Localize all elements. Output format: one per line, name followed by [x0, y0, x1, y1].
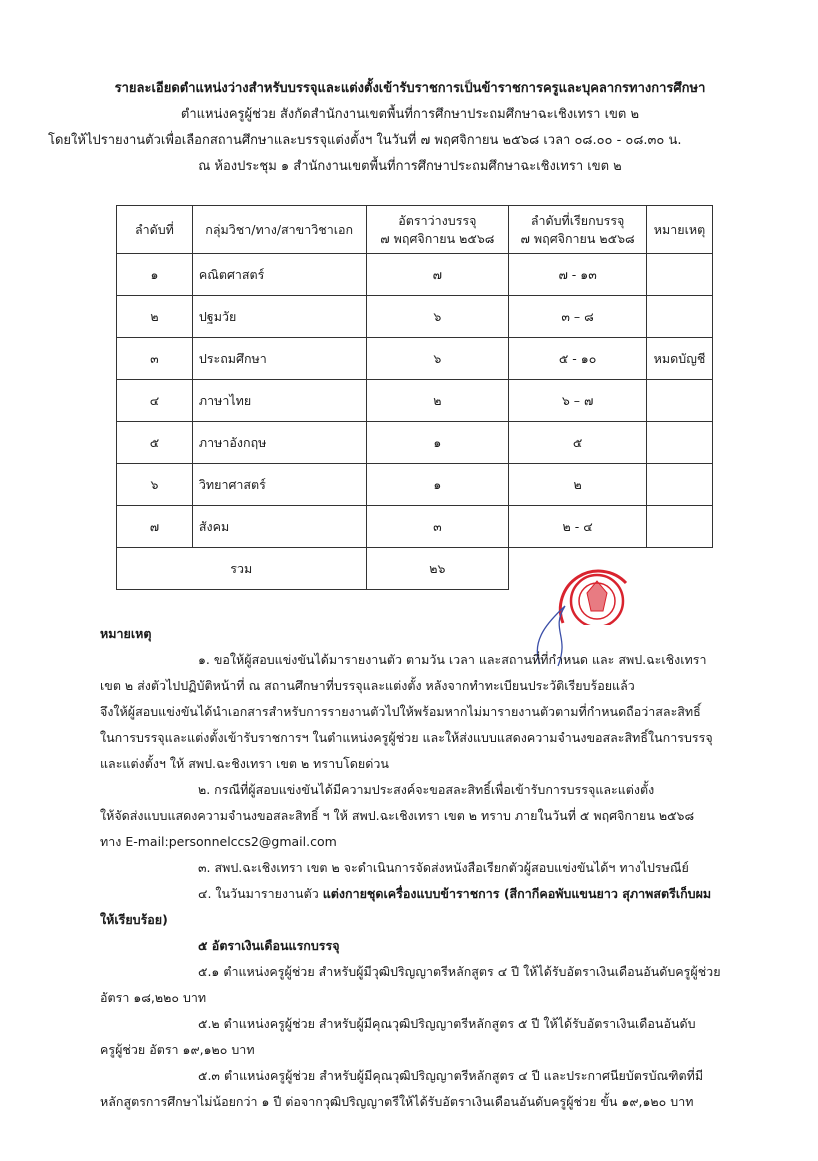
cell-vacancy: ๑ [366, 422, 509, 464]
header-note: หมายเหตุ [646, 206, 712, 254]
header-called-date: ๗ พฤศจิกายน ๒๕๖๘ [520, 230, 635, 246]
cell-called: ๕ - ๑๐ [509, 338, 647, 380]
cell-note [646, 422, 712, 464]
table-row [117, 254, 713, 296]
heading-schedule-line: โดยให้ไปรายงานตัวเพื่อเลือกสถานศึกษาและบรรจุแต่งตั้งฯ ในวันที่ ๗ พฤศจิกายน ๒๕๖๘ เวลา ๐๘.๐๐ - ๐๘.๓๐ น. [48, 133, 682, 148]
total-empty-cell [646, 548, 712, 590]
salary-5-3-line-1: ๕.๓ ตำแหน่งครูผู้ช่วย สำหรับผู้มีคุณวุฒิปริญญาตรีหลักสูตร ๔ ปี และประกาศนียบัตรบัณฑิตที่มี [198, 1068, 704, 1083]
heading-position-line: ตำแหน่งครูผู้ช่วย สังกัดสำนักงานเขตพื้นที่การศึกษาประถมศึกษาฉะเชิงเทรา เขต ๒ [180, 107, 640, 122]
note-1-line-1: ๑. ขอให้ผู้สอบแข่งขันได้มารายงานตัว ตามวัน เวลา และสถานที่ที่กำหนด และ สพป.ฉะเชิงเทรา [198, 652, 707, 667]
salary-5-3-line-2: หลักสูตรการศึกษาไม่น้อยกว่า ๑ ปี ต่อจากวุฒิปริญญาตรีให้ได้รับอัตราเงินเดือนอันดับครูผู้ช่วย ขั้น ๑๙,๑๒๐ บาท [100, 1094, 694, 1109]
cell-vacancy: ๒ [366, 380, 509, 422]
document-heading [48, 76, 760, 180]
cell-vacancy: ๗ [366, 254, 509, 296]
note-1-line-3: จึงให้ผู้สอบแข่งขันได้นำเอกสารสำหรับการรายงานตัวไปให้พร้อมหากไม่มารายงานตัวตามที่กำหนดถือว่าสละสิทธิ์ [100, 704, 701, 719]
table-row [117, 338, 713, 380]
heading-venue-line: ณ ห้องประชุม ๑ สำนักงานเขตพื้นที่การศึกษาประถมศึกษาฉะเชิงเทรา เขต ๒ [198, 159, 622, 174]
table-row [117, 506, 713, 548]
cell-subject: ปฐมวัย [192, 296, 366, 338]
table-row [117, 380, 713, 422]
header-vacancy [366, 206, 509, 254]
salary-5-2-line-1: ๕.๒ ตำแหน่งครูผู้ช่วย สำหรับผู้มีคุณวุฒิปริญญาตรีหลักสูตร ๕ ปี ให้ได้รับอัตราเงินเดือนอันดับ [198, 1016, 696, 1031]
cell-called: ๖ – ๗ [509, 380, 647, 422]
cell-vacancy: ๑ [366, 464, 509, 506]
cell-called: ๒ [509, 464, 647, 506]
table-header-row [117, 206, 713, 254]
cell-note [646, 296, 712, 338]
salary-5-1-line-1: ๕.๑ ตำแหน่งครูผู้ช่วย สำหรับผู้มีวุฒิปริญญาตรีหลักสูตร ๔ ปี ให้ได้รับอัตราเงินเดือนอันดับครูผู้ช่วย [198, 964, 721, 979]
cell-note [646, 380, 712, 422]
cell-subject: คณิตศาสตร์ [192, 254, 366, 296]
cell-subject: ประถมศึกษา [192, 338, 366, 380]
salary-5-2-line-2: ครูผู้ช่วย อัตรา ๑๙,๑๒๐ บาท [100, 1042, 255, 1057]
header-vacancy-title: อัตราว่างบรรจุ [398, 212, 477, 228]
note-3-line: ๓. สพป.ฉะเชิงเทรา เขต ๒ จะดำเนินการจัดส่งหนังสือเรียกตัวผู้สอบแข่งขันได้ฯ ทางไปรษณีย์ [198, 860, 689, 875]
note-4-line-1 [198, 884, 711, 904]
header-subject: กลุ่มวิชา/ทาง/สาขาวิชาเอก [192, 206, 366, 254]
header-called-title: ลำดับที่เรียกบรรจุ [530, 212, 625, 228]
total-label: รวม [117, 548, 367, 590]
cell-vacancy: ๖ [366, 296, 509, 338]
notes-heading: หมายเหตุ [100, 626, 152, 641]
table-row [117, 464, 713, 506]
note-1-line-2: เขต ๒ ส่งตัวไปปฏิบัติหน้าที่ ณ สถานศึกษาที่บรรจุและแต่งตั้ง หลังจากทำทะเบียนประวัติเรียบร้อยแล้ว [100, 678, 635, 693]
cell-called: ๗ - ๑๓ [509, 254, 647, 296]
cell-order: ๖ [117, 464, 193, 506]
cell-note: หมดบัญชี [646, 338, 712, 380]
document-title: รายละเอียดตำแหน่งว่างสำหรับบรรจุและแต่งตั้งเข้ารับราชการเป็นข้าราชการครูและบุคลากรทางการศึกษา [114, 81, 706, 96]
table-row [117, 296, 713, 338]
note-2-email-line: ทาง E-mail:personnelccs2@gmail.com [100, 834, 337, 849]
cell-subject: สังคม [192, 506, 366, 548]
cell-note [646, 464, 712, 506]
vacancy-table [116, 205, 713, 590]
note-1-line-5: และแต่งตั้งฯ ให้ สพป.ฉะชิงเทรา เขต ๒ ทราบโดยด่วน [100, 756, 389, 771]
note-4-prefix: ๔. ในวันมารายงานตัว [198, 886, 323, 901]
note-4-dress-code: แต่งกายชุดเครื่องแบบข้าราชการ (สีกากีคอพับแขนยาว สุภาพสตรีเก็บผม [322, 886, 712, 901]
header-vacancy-date: ๗ พฤศจิกายน ๒๕๖๘ [380, 230, 495, 246]
cell-called: ๒ - ๔ [509, 506, 647, 548]
note-4-line-2: ให้เรียบร้อย) [100, 912, 168, 927]
cell-called: ๓ – ๘ [509, 296, 647, 338]
header-order: ลำดับที่ [117, 206, 193, 254]
cell-called: ๕ [509, 422, 647, 464]
cell-order: ๓ [117, 338, 193, 380]
salary-5-1-line-2: อัตรา ๑๘,๒๒๐ บาท [100, 990, 207, 1005]
cell-order: ๔ [117, 380, 193, 422]
table-row [117, 422, 713, 464]
cell-order: ๒ [117, 296, 193, 338]
cell-subject: วิทยาศาสตร์ [192, 464, 366, 506]
note-1-line-4: ในการบรรจุและแต่งตั้งเข้ารับราชการฯ ในตำแหน่งครูผู้ช่วย และให้ส่งแบบแสดงความจำนงขอสละสิทธิ์ในการบรรจุ [100, 730, 713, 745]
salary-heading: ๕ อัตราเงินเดือนแรกบรรจุ [198, 938, 340, 953]
cell-note [646, 254, 712, 296]
cell-order: ๕ [117, 422, 193, 464]
cell-subject: ภาษาอังกฤษ [192, 422, 366, 464]
total-value: ๒๖ [366, 548, 509, 590]
cell-vacancy: ๓ [366, 506, 509, 548]
cell-order: ๗ [117, 506, 193, 548]
header-called [509, 206, 647, 254]
cell-note [646, 506, 712, 548]
cell-vacancy: ๖ [366, 338, 509, 380]
cell-subject: ภาษาไทย [192, 380, 366, 422]
cell-order: ๑ [117, 254, 193, 296]
note-2-line-2: ให้จัดส่งแบบแสดงความจำนงขอสละสิทธิ์ ฯ ให้ สพป.ฉะเชิงเทรา เขต ๒ ทราบ ภายในวันที่ ๕ พฤศจิกายน ๒๕๖๘ [100, 808, 695, 823]
note-2-line-1: ๒. กรณีที่ผู้สอบแข่งขันได้มีความประสงค์จะขอสละสิทธิ์เพื่อเข้ารับการบรรจุและแต่งตั้ง [198, 782, 655, 797]
